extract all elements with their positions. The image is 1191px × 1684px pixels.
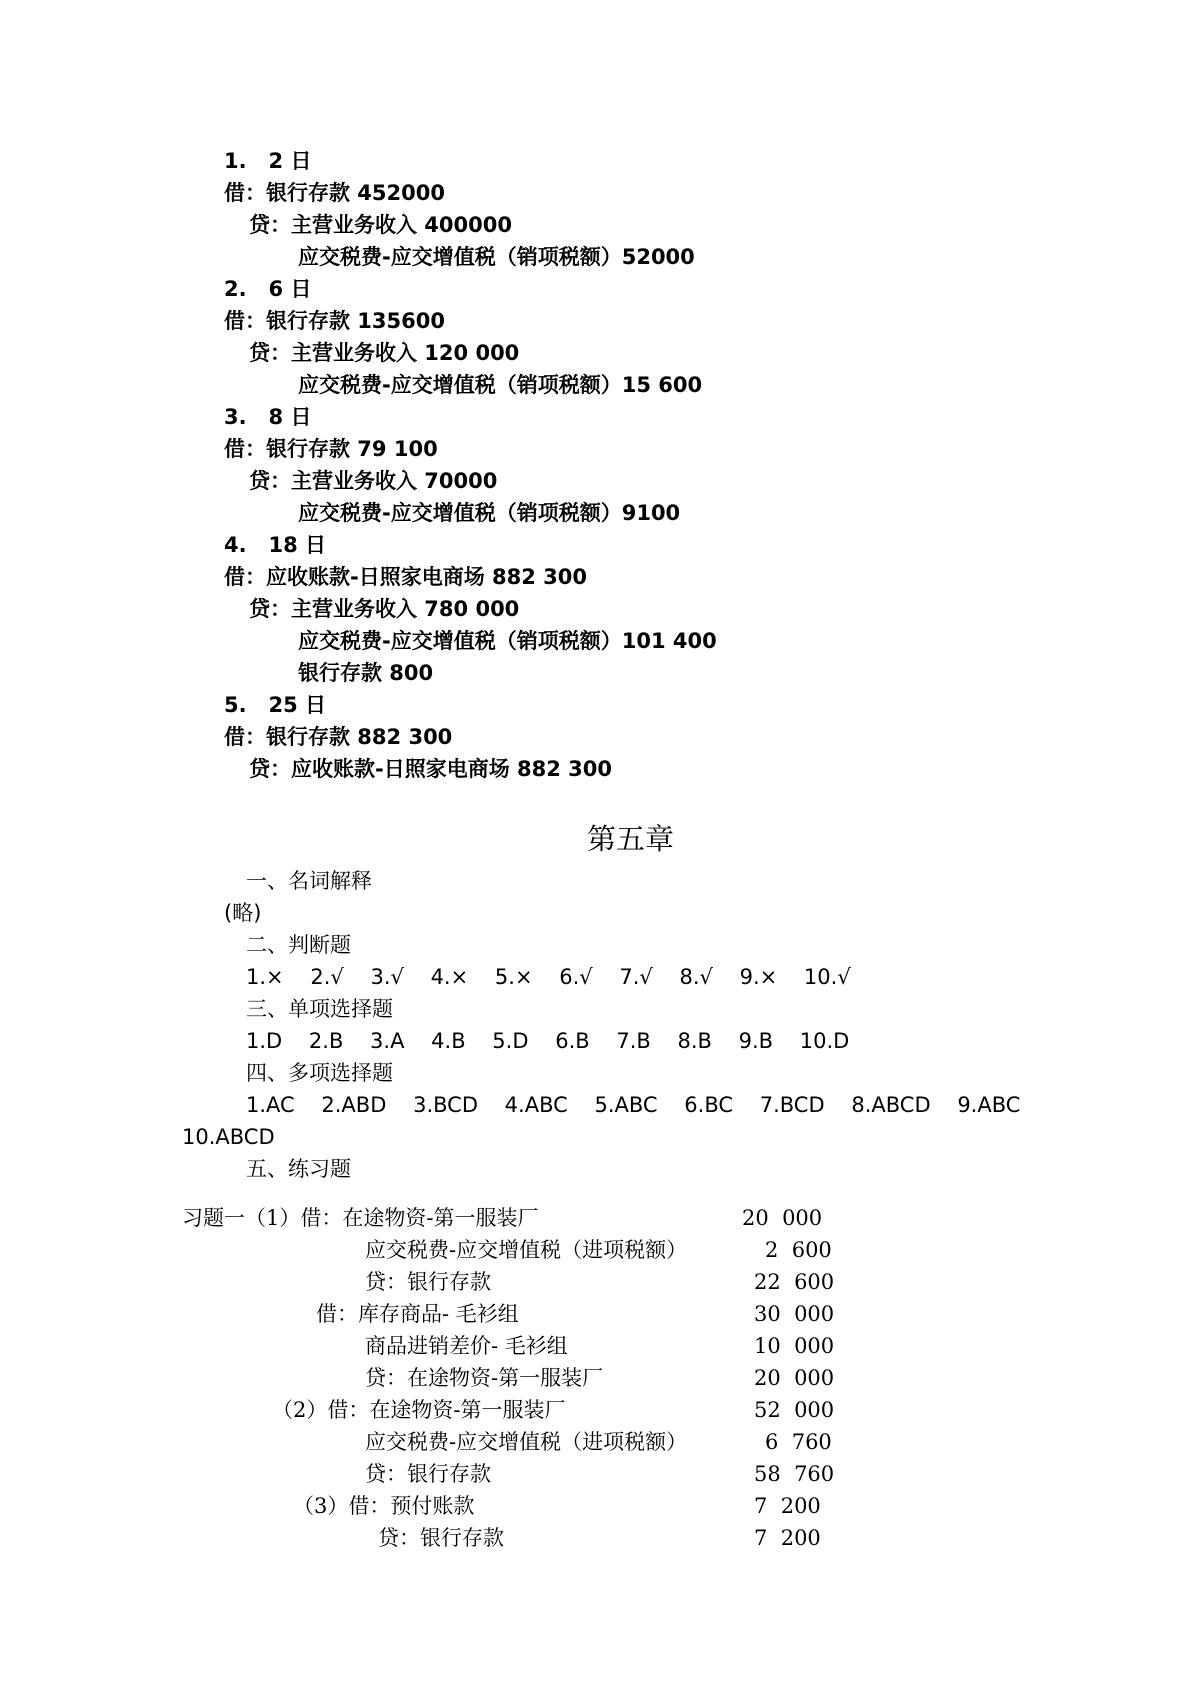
debit-line: 借：银行存款 135600 xyxy=(224,309,445,333)
entry-heading-2: 2. 6 日 xyxy=(224,277,312,301)
credit-subline: 应交税费-应交增值税（销项税额）15 600 xyxy=(298,373,703,397)
exercise-line: 贷：银行存款 xyxy=(365,1462,491,1486)
credit-line: 贷：主营业务收入 120 000 xyxy=(249,341,520,365)
credit-subline: 应交税费-应交增值税（销项税额）101 400 xyxy=(298,629,717,653)
chapter-title: 第五章 xyxy=(587,822,675,856)
credit-line: 贷：主营业务收入 780 000 xyxy=(249,597,520,621)
entry-heading-4: 4. 18 日 xyxy=(224,533,327,557)
section-heading: 三、单项选择题 xyxy=(246,997,393,1021)
debit-line: 借：银行存款 882 300 xyxy=(224,725,453,749)
section-heading: 二、判断题 xyxy=(246,933,351,957)
section-note: (略) xyxy=(224,901,262,925)
exercise-amount: 2 600 xyxy=(765,1238,832,1262)
credit-subline: 应交税费-应交增值税（销项税额）52000 xyxy=(298,245,695,269)
exercise-amount: 52 000 xyxy=(754,1398,835,1422)
exercise-line: 应交税费-应交增值税（进项税额） xyxy=(365,1430,688,1454)
section-heading: 四、多项选择题 xyxy=(246,1061,393,1085)
section-heading: 一、名词解释 xyxy=(246,869,372,893)
exercise-amount: 10 000 xyxy=(754,1334,835,1358)
entry-heading-3: 3. 8 日 xyxy=(224,405,312,429)
entry-heading-5: 5. 25 日 xyxy=(224,693,327,717)
entry-heading-1: 1. 2 日 xyxy=(224,149,312,173)
exercise-amount: 7 200 xyxy=(754,1526,821,1550)
exercise-amount: 6 760 xyxy=(765,1430,832,1454)
exercise-line: 贷：在途物资-第一服装厂 xyxy=(365,1366,604,1390)
exercise-line: 应交税费-应交增值税（进项税额） xyxy=(365,1238,688,1262)
credit-line: 贷：应收账款-日照家电商场 882 300 xyxy=(249,757,613,781)
exercise-line: （3）借：预付账款 xyxy=(293,1494,475,1518)
exercise-amount: 22 600 xyxy=(754,1270,835,1294)
debit-line: 借：银行存款 79 100 xyxy=(224,437,438,461)
exercise-amount: 58 760 xyxy=(754,1462,835,1486)
credit-line: 贷：主营业务收入 400000 xyxy=(249,213,512,237)
exercise-amount: 20 000 xyxy=(754,1366,835,1390)
exercise-line: 习题一（1）借：在途物资-第一服装厂 xyxy=(182,1206,539,1230)
debit-line: 借：银行存款 452000 xyxy=(224,181,445,205)
exercise-line: 借：库存商品- 毛衫组 xyxy=(316,1302,519,1326)
credit-subline: 应交税费-应交增值税（销项税额）9100 xyxy=(298,501,681,525)
exercise-amount: 30 000 xyxy=(754,1302,835,1326)
answer-row: 1.AC 2.ABD 3.BCD 4.ABC 5.ABC 6.BC 7.BCD 8.ABCD 9.ABC xyxy=(246,1093,1021,1117)
exercise-line: 商品进销差价- 毛衫组 xyxy=(365,1334,568,1358)
section-heading: 五、练习题 xyxy=(246,1157,351,1181)
debit-line: 借：应收账款-日照家电商场 882 300 xyxy=(224,565,588,589)
exercise-line: （2）借：在途物资-第一服装厂 xyxy=(272,1398,566,1422)
exercise-amount: 20 000 xyxy=(742,1206,823,1230)
exercise-line: 贷：银行存款 xyxy=(365,1270,491,1294)
answer-row-wrap: 10.ABCD xyxy=(182,1125,275,1149)
exercise-amount: 7 200 xyxy=(754,1494,821,1518)
answer-row: 1.D 2.B 3.A 4.B 5.D 6.B 7.B 8.B 9.B 10.D xyxy=(246,1029,850,1053)
credit-subline: 银行存款 800 xyxy=(298,661,434,685)
exercise-line: 贷：银行存款 xyxy=(378,1526,504,1550)
credit-line: 贷：主营业务收入 70000 xyxy=(249,469,498,493)
answer-row: 1.× 2.√ 3.√ 4.× 5.× 6.√ 7.√ 8.√ 9.× 10.√ xyxy=(246,965,851,989)
